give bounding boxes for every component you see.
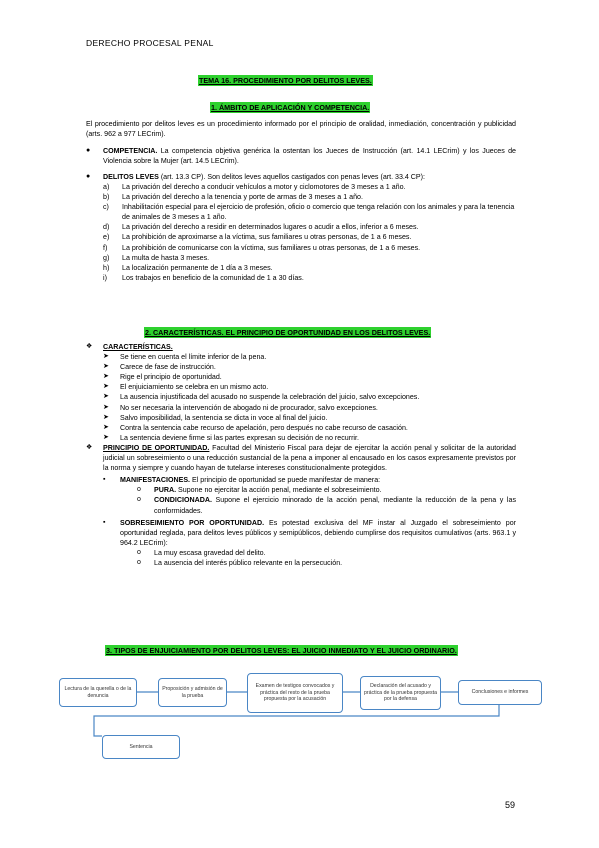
list-item: ➤ La sentencia deviene firme si las partes expresan su decisión de no recurrir. bbox=[103, 433, 359, 442]
list-item: ➤ Se tiene en cuenta el límite inferior de la pena. bbox=[103, 353, 267, 362]
list-item: ➤ Salvo imposibilidad, la sentencia se dicta in voce al final del juicio. bbox=[103, 413, 328, 422]
oportunidad-text: Facultad del Ministerio Fiscal para dejar de ejercitar la acción penal y solicitar de la autoridad judicial un sobreseimiento o una reducción sustancial de la pena a imponer al encausado en los casos expresamente previstos por la norma y siempre y cuando hayan de tutelarse intereses constitucionalmente protegidos. bbox=[103, 444, 516, 473]
list-item: ➤ El enjuiciamiento se celebra en un mismo acto. bbox=[103, 383, 269, 392]
competencia-label: COMPETENCIA. bbox=[103, 147, 158, 155]
manif-text: El principio de oportunidad se puede manifestar de manera: bbox=[190, 476, 381, 485]
item-text: La localización permanente de 1 día a 3 meses. bbox=[122, 263, 273, 272]
arrow-bullet-icon: ➤ bbox=[103, 383, 109, 391]
arrow-bullet-icon: ➤ bbox=[103, 363, 109, 371]
circle-bullet-icon: o bbox=[137, 486, 141, 494]
list-item: ➤ Rige el principio de oportunidad. bbox=[103, 373, 222, 382]
list-item: o CONDICIONADA. Supone el ejercicio minorado de la acción penal, mediante la reducción de la pena y las conformidades. bbox=[137, 496, 516, 515]
diamond-bullet-icon: ❖ bbox=[86, 343, 93, 350]
diamond-bullet-icon: ❖ bbox=[86, 444, 93, 451]
circle-bullet-icon: o bbox=[137, 559, 141, 567]
item-letter: f) bbox=[103, 243, 108, 252]
flow-box-sentencia: Sentencia bbox=[102, 735, 180, 759]
arrow-bullet-icon: ➤ bbox=[103, 353, 109, 361]
item-text: Inhabilitación especial para el ejercicio de profesión, oficio o comercio que tenga relación con los animales y para la tenencia de animales de 3 meses a 1 año. bbox=[122, 203, 515, 222]
list-item: o PURA. Supone no ejercitar la acción penal, mediante el sobreseimiento. bbox=[137, 486, 382, 495]
flow-box-examen: Examen de testigos convocados y práctica del resto de la prueba propuesta por la acusación bbox=[247, 673, 343, 713]
oportunidad-label: PRINCIPIO DE OPORTUNIDAD. bbox=[103, 444, 210, 452]
item-text: La privación del derecho a residir en determinados lugares o acudir a ellos, inferior a 6 meses. bbox=[122, 223, 419, 232]
bullet-icon: ● bbox=[86, 147, 91, 154]
list-item: o La ausencia del interés público relevante en la persecución. bbox=[137, 559, 343, 568]
arrow-bullet-icon: ➤ bbox=[103, 413, 109, 421]
intro-paragraph: El procedimiento por delitos leves es un procedimiento informado por el principio de oralidad, inmediación, concentración y publicidad (arts. 962 a 977 LECrim). bbox=[86, 120, 516, 139]
running-header: DERECHO PROCESAL PENAL bbox=[86, 38, 214, 48]
arrow-bullet-icon: ➤ bbox=[103, 423, 109, 431]
item-text: La privación del derecho a conducir vehículos a motor y ciclomotores de 3 meses a 1 año. bbox=[122, 183, 406, 191]
list-item: o La muy escasa gravedad del delito. bbox=[137, 548, 266, 557]
caracteristicas-label: CARACTERÍSTICAS. bbox=[103, 343, 173, 351]
arrow-bullet-icon: ➤ bbox=[103, 433, 109, 441]
item-text: La prohibición de comunicarse con la víctima, sus familiares u otras personas, de 1 a 6 meses. bbox=[122, 243, 421, 252]
arrow-bullet-icon: ➤ bbox=[103, 403, 109, 411]
delitos-text: (art. 13.3 CP). Son delitos leves aquellos castigados con penas leves (art. 33.4 CP): bbox=[158, 173, 425, 181]
list-item: ➤ Carece de fase de instrucción. bbox=[103, 363, 216, 372]
list-item: ➤ Contra la sentencia cabe recurso de apelación, pero después no cabe recurso de casación. bbox=[103, 423, 408, 432]
arrow-bullet-icon: ➤ bbox=[103, 373, 109, 381]
square-bullet-icon: ▪ bbox=[103, 476, 106, 484]
item-text: Los trabajos en beneficio de la comunidad de 1 a 30 días. bbox=[122, 273, 304, 282]
flow-box-lectura: Lectura de la querella o de la denuncia bbox=[59, 678, 137, 707]
square-bullet-icon: ▪ bbox=[103, 518, 106, 526]
item-letter: a) bbox=[103, 183, 110, 191]
item-letter: i) bbox=[103, 273, 107, 282]
page-number: 59 bbox=[504, 800, 515, 810]
item-letter: c) bbox=[103, 203, 109, 212]
item-letter: d) bbox=[103, 223, 110, 232]
circle-bullet-icon: o bbox=[137, 548, 141, 556]
item-text: La prohibición de aproximarse a la víctima, sus familiares u otras personas, de 1 a 6 meses. bbox=[122, 233, 412, 242]
delitos-label: DELITOS LEVES bbox=[103, 173, 159, 181]
sobre-text: Es potestad exclusiva del MF instar al Juzgado el sobreseimiento por oportunidad reglada, para delitos leves públicos y semipúblicos, debiendo cumplirse dos requisitos cumulativos (arts. 963.1 y 964.2 LECrim): bbox=[120, 518, 517, 547]
topic-title-text: TEMA 16. PROCEDIMIENTO POR DELITOS LEVES. bbox=[199, 76, 372, 85]
manif-label: MANIFESTACIONES. bbox=[120, 476, 191, 485]
list-item: ➤ No ser necesaria la intervención de abogado ni de procurador, salvo excepciones. bbox=[103, 403, 378, 412]
circle-bullet-icon: o bbox=[137, 496, 141, 504]
section-3-text: 3. TIPOS DE ENJUICIAMIENTO POR DELITOS LEVES: EL JUICIO INMEDIATO Y EL JUICIO ORDINARIO. bbox=[106, 646, 457, 655]
item-letter: h) bbox=[103, 263, 110, 272]
section-1-text: 1. ÁMBITO DE APLICACIÓN Y COMPETENCIA. bbox=[211, 103, 370, 112]
bullet-icon: ● bbox=[86, 173, 91, 180]
item-letter: b) bbox=[103, 193, 110, 202]
flow-box-proposicion: Proposición y admisión de la prueba bbox=[158, 678, 227, 707]
item-letter: g) bbox=[103, 253, 110, 262]
arrow-bullet-icon: ➤ bbox=[103, 393, 109, 401]
flow-box-declaracion: Declaración del acusado y práctica de la prueba propuesta por la defensa bbox=[360, 676, 441, 710]
item-text: La privación del derecho a la tenencia y porte de armas de 3 meses a 1 año. bbox=[122, 193, 363, 202]
sobre-label: SOBRESEIMIENTO POR OPORTUNIDAD. bbox=[120, 518, 265, 527]
item-text: La multa de hasta 3 meses. bbox=[122, 253, 210, 262]
item-letter: e) bbox=[103, 233, 110, 242]
flow-box-conclusiones: Conclusiones e informes bbox=[458, 680, 542, 705]
list-item: ➤ La ausencia injustificada del acusado no suspende la celebración del juicio, salvo excepciones. bbox=[103, 393, 420, 402]
competencia-text: La competencia objetiva genérica la ostentan los Jueces de Instrucción (art. 14.1 LECrim) y los Jueces de Violencia sobre la Mujer (art. 14.5 LECrim). bbox=[103, 147, 516, 166]
section-2-text: 2. CARACTERÍSTICAS. EL PRINCIPIO DE OPORTUNIDAD EN LOS DELITOS LEVES. bbox=[145, 328, 431, 337]
